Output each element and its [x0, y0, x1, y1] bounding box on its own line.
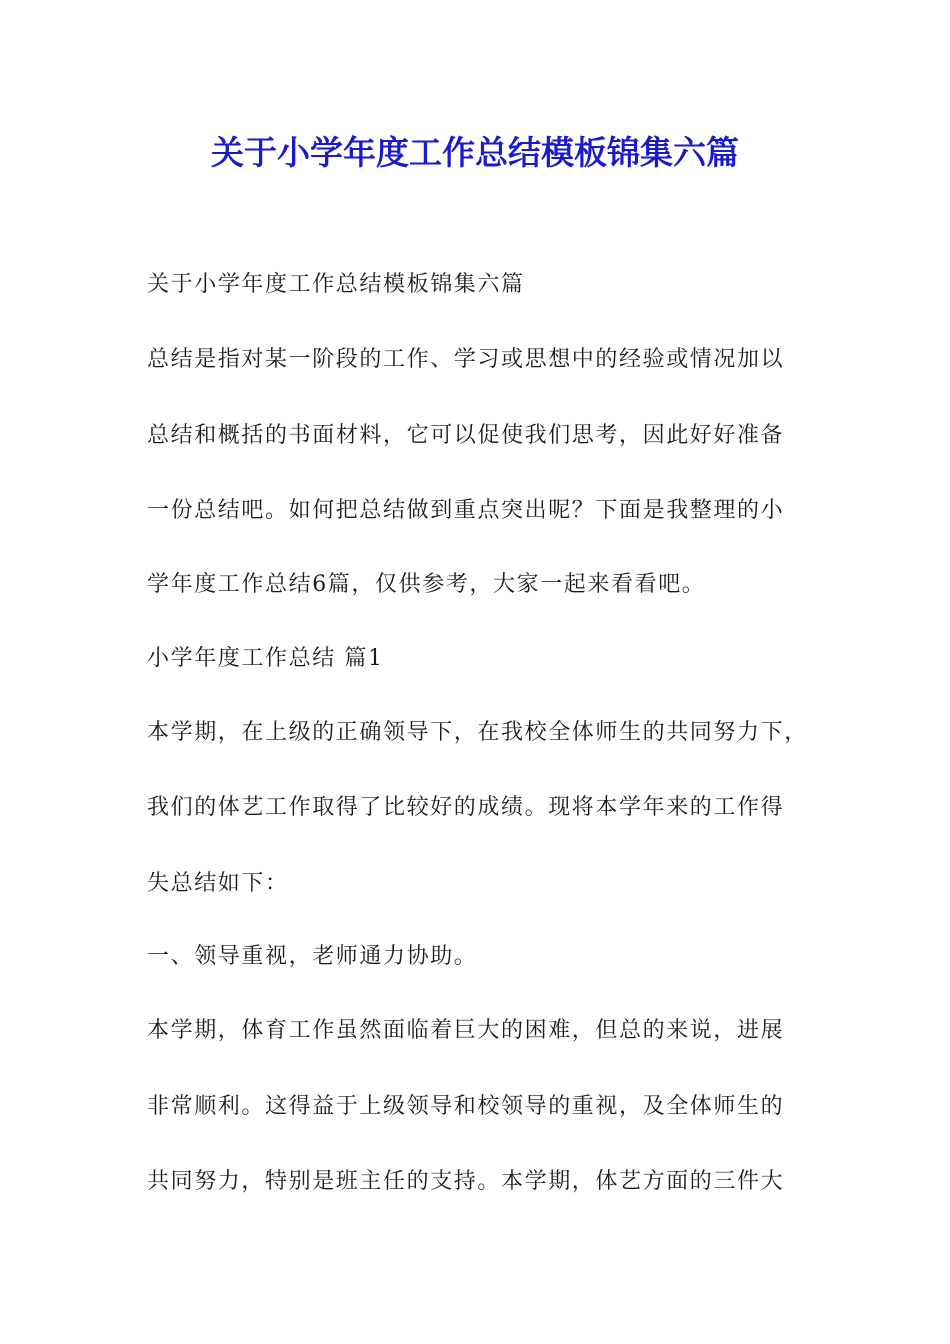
- text-line: 共同努力，特别是班主任的支持。本学期，体艺方面的三件大: [147, 1169, 785, 1194]
- document-title: 关于小学年度工作总结模板锦集六篇: [211, 133, 739, 172]
- text-line: 本学期，体育工作虽然面临着巨大的困难，但总的来说，进展: [147, 1018, 785, 1043]
- text-line-subtitle: 关于小学年度工作总结模板锦集六篇: [147, 272, 525, 297]
- text-line: 总结和概括的书面材料，它可以促使我们思考，因此好好准备: [147, 423, 785, 448]
- text-line: 我们的体艺工作取得了比较好的成绩。现将本学年来的工作得: [147, 795, 785, 820]
- text-line: 非常顺利。这得益于上级领导和校领导的重视，及全体师生的: [147, 1094, 785, 1119]
- text-line: 学年度工作总结6篇，仅供参考，大家一起来看看吧。: [147, 572, 706, 597]
- text-line: 本学期，在上级的正确领导下，在我校全体师生的共同努力下，: [147, 720, 808, 745]
- subsection-heading: 一、领导重视，老师通力协助。: [147, 944, 478, 969]
- text-line: 一份总结吧。如何把总结做到重点突出呢？下面是我整理的小: [147, 498, 785, 523]
- text-line: 失总结如下：: [147, 871, 289, 896]
- section-heading: 小学年度工作总结 篇1: [147, 646, 384, 671]
- text-line: 总结是指对某一阶段的工作、学习或思想中的经验或情况加以: [147, 347, 785, 372]
